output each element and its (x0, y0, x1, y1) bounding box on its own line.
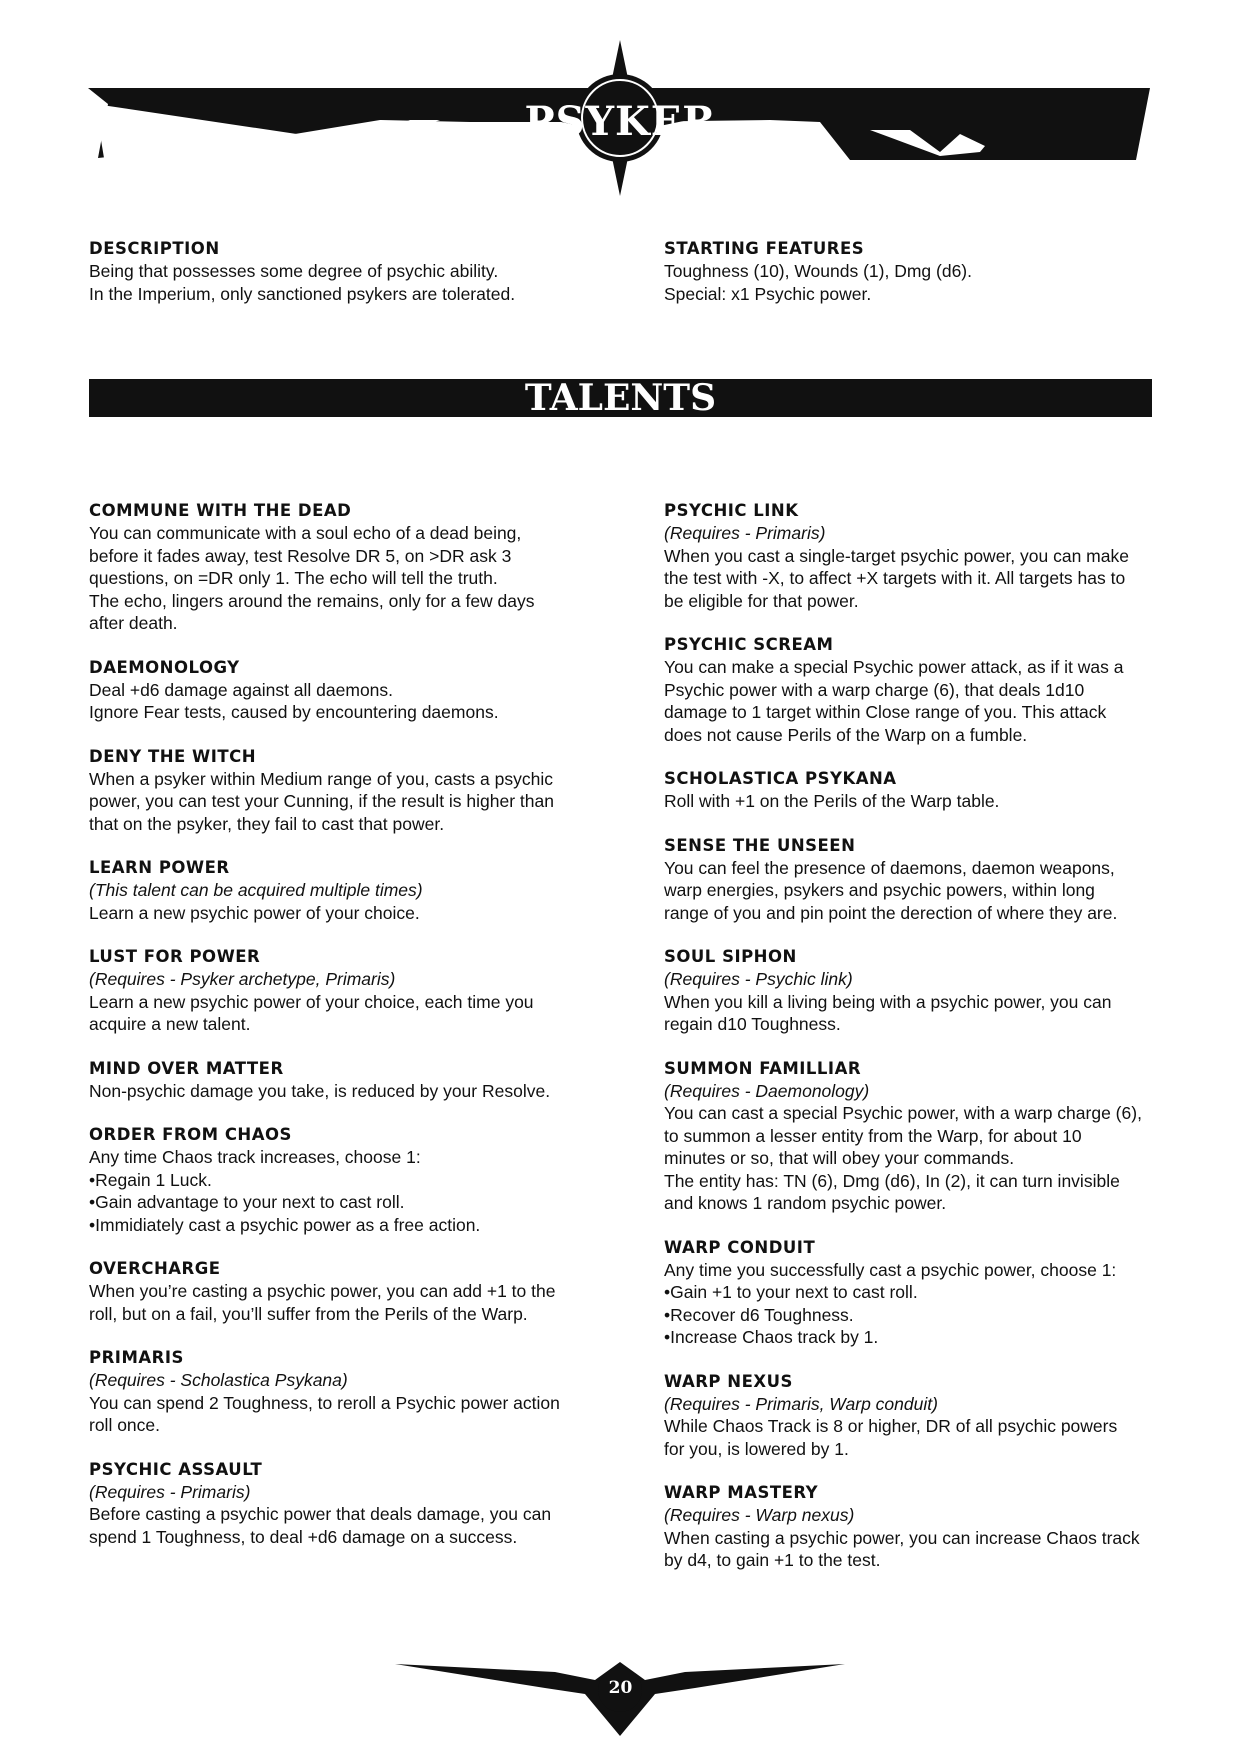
talent-name: DENY THE WITCH (89, 746, 257, 766)
talent-block (89, 946, 609, 1036)
talent-text-line: Any time Chaos track increases, choose 1: (89, 1147, 421, 1167)
talent-text-line: minutes or so, that will obey your commands. (664, 1148, 1015, 1168)
talent-text-line: spend 1 Toughness, to deal +d6 damage on a success. (89, 1526, 518, 1547)
talent-block (89, 746, 609, 836)
talent-text-line: •Immidiately cast a psychic power as a free action. (89, 1214, 481, 1235)
starting-features-line: Special: x1 Psychic power. (664, 283, 872, 304)
talent-block (89, 500, 609, 635)
talent-block (664, 1237, 1154, 1349)
talent-text-line: acquire a new talent. (89, 1014, 251, 1034)
talent-text-line: before it fades away, test Resolve DR 5, on >DR ask 3 (89, 545, 512, 566)
talent-text-line: Roll with +1 on the Perils of the Warp table. (664, 791, 1000, 811)
talent-block (664, 1058, 1154, 1215)
starting-features-line: Toughness (10), Wounds (1), Dmg (d6). (664, 261, 973, 281)
talent-text-line: The entity has: TN (6), Dmg (d6), In (2), it can turn invisible (664, 1170, 1120, 1191)
description-block (89, 238, 609, 305)
talent-requirement: (Requires - Primaris) (89, 1481, 251, 1502)
talent-name: PSYCHIC LINK (664, 501, 799, 520)
talent-name: WARP CONDUIT (664, 1237, 816, 1257)
talent-name: SCHOLASTICA PSYKANA (664, 769, 897, 788)
talent-block (664, 1371, 1154, 1461)
talent-block (89, 857, 609, 924)
talent-text-line: questions, on =DR only 1. The echo will tell the truth. (89, 568, 498, 588)
talent-text-line: Any time you successfully cast a psychic power, choose 1: (664, 1259, 1117, 1280)
talent-requirement: (Requires - Warp nexus) (664, 1505, 855, 1525)
talent-text-line: roll once. (89, 1415, 161, 1435)
talent-name: PSYCHIC SCREAM (664, 635, 834, 654)
talent-text-line: to summon a lesser entity from the Warp, for about 10 (664, 1125, 1082, 1146)
talent-text-line: Deal +d6 damage against all daemons. (89, 679, 394, 700)
talent-text-line: You can spend 2 Toughness, to reroll a Psychic power action (89, 1392, 560, 1413)
talent-text-line: •Recover d6 Toughness. (664, 1304, 854, 1325)
talent-requirement: (Requires - Primaris, Warp conduit) (664, 1393, 938, 1414)
talent-block (89, 1347, 609, 1437)
talent-text-line: When casting a psychic power, you can increase Chaos track (664, 1527, 1140, 1548)
talent-text-line: •Increase Chaos track by 1. (664, 1327, 879, 1347)
talent-name: MIND OVER MATTER (89, 1058, 284, 1078)
talent-block (664, 1482, 1154, 1572)
talent-name: PSYCHIC ASSAULT (89, 1459, 263, 1479)
talent-name: WARP MASTERY (664, 1483, 819, 1502)
talent-name: PRIMARIS (89, 1348, 184, 1367)
talent-text-line: You can cast a special Psychic power, with a warp charge (6), (664, 1103, 1142, 1123)
talent-text-line: for you, is lowered by 1. (664, 1438, 849, 1459)
talent-block (664, 835, 1154, 925)
talent-text-line: Ignore Fear tests, caused by encountering daemons. (89, 702, 499, 722)
talent-name: DAEMONOLOGY (89, 657, 240, 677)
talent-text-line: be eligible for that power. (664, 590, 859, 611)
talent-block (89, 657, 609, 724)
talent-name: WARP NEXUS (664, 1371, 793, 1391)
talent-text-line: You can make a special Psychic power attack, as if it was a (664, 657, 1124, 677)
starting-features-block (664, 238, 1149, 305)
talent-text-line: When a psyker within Medium range of you, casts a psychic (89, 768, 553, 789)
talent-requirement: (Requires - Psychic link) (664, 969, 853, 989)
talent-text-line: You can communicate with a soul echo of a dead being, (89, 523, 522, 543)
talent-block (89, 1058, 609, 1103)
talent-text-line: roll, but on a fail, you’ll suffer from the Perils of the Warp. (89, 1303, 528, 1324)
talent-text-line: by d4, to gain +1 to the test. (664, 1550, 881, 1570)
talent-name: ORDER FROM CHAOS (89, 1125, 292, 1144)
talent-block (89, 1258, 609, 1325)
talent-text-line: does not cause Perils of the Warp on a fumble. (664, 724, 1028, 745)
talent-text-line: regain d10 Toughness. (664, 1014, 841, 1034)
talent-block (89, 1459, 609, 1549)
starting-features-heading: STARTING FEATURES (664, 239, 865, 258)
talent-text-line: •Gain +1 to your next to cast roll. (664, 1282, 918, 1302)
talent-text-line: Learn a new psychic power of your choice, each time you (89, 991, 534, 1012)
talent-text-line: When you cast a single-target psychic power, you can make (664, 545, 1129, 566)
talent-block (664, 500, 1154, 612)
talent-requirement: (Requires - Psyker archetype, Primaris) (89, 969, 396, 989)
talent-text-line: range of you and pin point the derection of where they are. (664, 902, 1118, 923)
talent-name: LUST FOR POWER (89, 947, 261, 966)
talent-block (664, 946, 1154, 1036)
talent-name: OVERCHARGE (89, 1259, 221, 1278)
talent-text-line: power, you can test your Cunning, if the result is higher than (89, 791, 554, 811)
talent-text-line: Before casting a psychic power that deals damage, you can (89, 1504, 552, 1524)
page-number: 20 (608, 1678, 633, 1698)
description-line: Being that possesses some degree of psychic ability. (89, 261, 499, 281)
talent-block (89, 1124, 609, 1236)
talent-text-line: the test with -X, to affect +X targets with it. All targets has to (664, 568, 1126, 588)
talent-requirement: (Requires - Scholastica Psykana) (89, 1370, 348, 1390)
talent-text-line: that on the psyker, they fail to cast that power. (89, 813, 445, 834)
talent-requirement: (This talent can be acquired multiple times) (89, 880, 423, 900)
talents-left-column (89, 500, 609, 1570)
talent-text-line: •Regain 1 Luck. (89, 1169, 212, 1190)
talent-name: SOUL SIPHON (664, 947, 797, 966)
talent-text-line: •Gain advantage to your next to cast roll. (89, 1192, 405, 1212)
talent-name: SUMMON FAMILLIAR (664, 1058, 862, 1078)
talent-text-line: warp energies, psykers and psychic powers, within long (664, 880, 1095, 900)
talents-right-column (664, 500, 1154, 1594)
talent-text-line: after death. (89, 613, 178, 633)
talent-text-line: Non-psychic damage you take, is reduced by your Resolve. (89, 1080, 551, 1101)
talent-requirement: (Requires - Daemonology) (664, 1080, 870, 1101)
talents-heading: TALENTS (524, 377, 717, 419)
talent-requirement: (Requires - Primaris) (664, 523, 826, 543)
talent-text-line: and knows 1 random psychic power. (664, 1193, 947, 1213)
page-title: PSYKER (524, 98, 717, 145)
talent-text-line: You can feel the presence of daemons, daemon weapons, (664, 857, 1115, 878)
talent-text-line: Learn a new psychic power of your choice. (89, 902, 420, 923)
description-heading: DESCRIPTION (89, 239, 220, 258)
talent-text-line: The echo, lingers around the remains, only for a few days (89, 590, 535, 611)
talent-text-line: When you kill a living being with a psychic power, you can (664, 991, 1112, 1012)
talent-name: COMMUNE WITH THE DEAD (89, 501, 352, 520)
description-line: In the Imperium, only sanctioned psykers are tolerated. (89, 283, 516, 304)
talent-name: SENSE THE UNSEEN (664, 835, 856, 855)
talent-block (664, 634, 1154, 746)
talent-text-line: Psychic power with a warp charge (6), that deals 1d10 (664, 679, 1085, 700)
talent-text-line: While Chaos Track is 8 or higher, DR of all psychic powers (664, 1416, 1118, 1436)
talent-block (664, 768, 1154, 813)
talent-name: LEARN POWER (89, 858, 230, 877)
talent-text-line: When you’re casting a psychic power, you can add +1 to the (89, 1281, 556, 1301)
talents-header-bar (89, 379, 1152, 417)
talent-text-line: damage to 1 target within Close range of you. This attack (664, 702, 1107, 722)
